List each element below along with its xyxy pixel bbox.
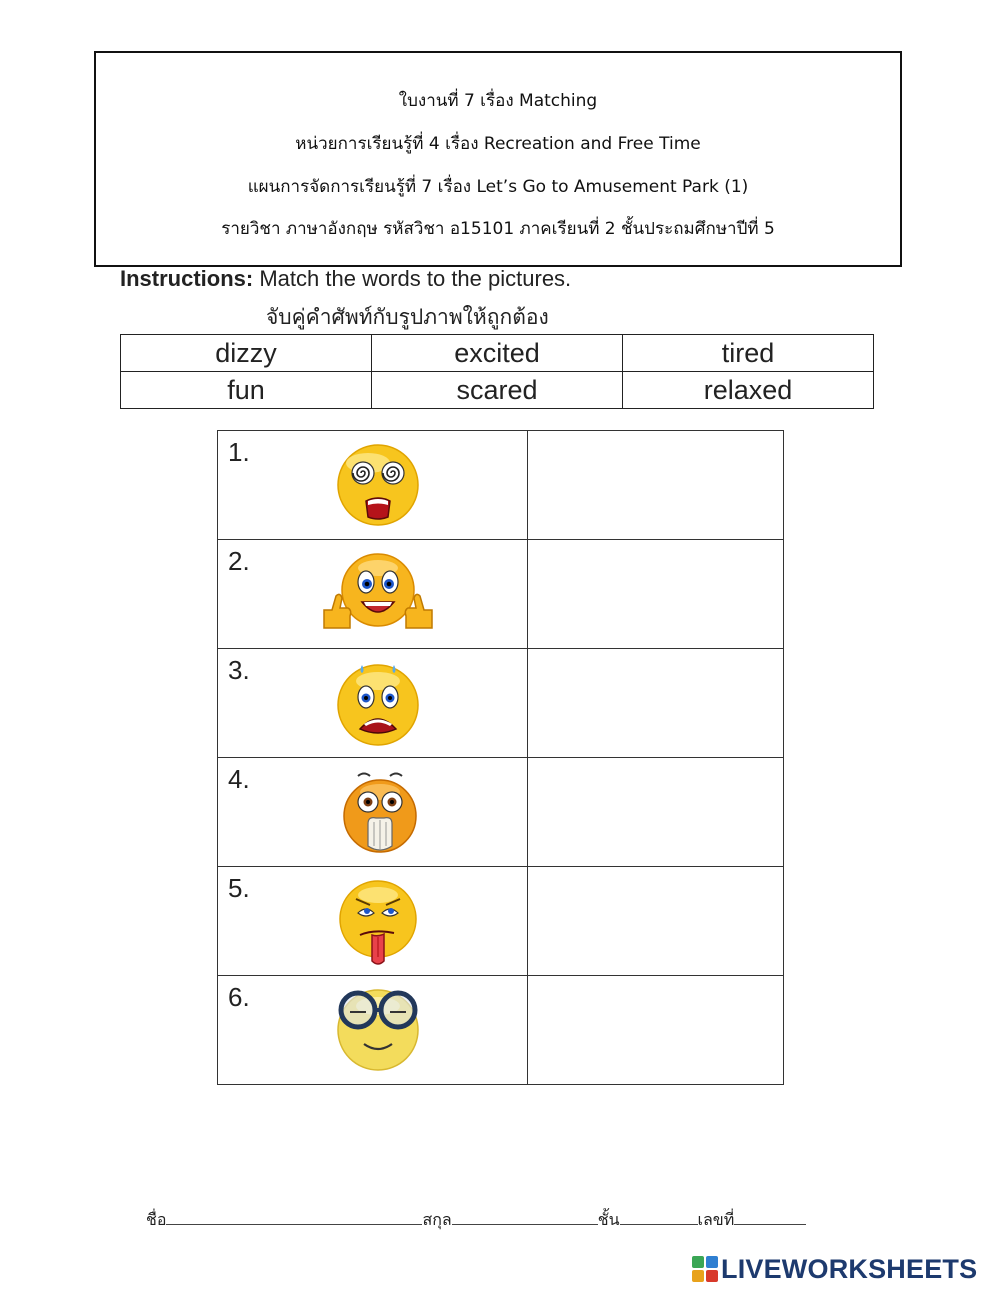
instructions-thai: จับคู่คำศัพท์กับรูปภาพให้ถูกต้อง (266, 305, 549, 329)
surprised-hand-face-icon (318, 762, 438, 862)
scared-face-icon (318, 653, 438, 753)
thumbs-up-face-icon (318, 544, 438, 644)
word-option[interactable]: relaxed (623, 372, 874, 409)
student-info-line (146, 1207, 806, 1233)
matching-row (218, 540, 784, 649)
tired-tongue-face-icon (318, 871, 438, 971)
class-label: ชั้น (597, 1210, 620, 1229)
answer-cell[interactable] (528, 758, 784, 867)
course-info: รายวิชา ภาษาอังกฤษ รหัสวิชา อ15101 ภาคเรียนที่ 2 ชั้นประถมศึกษาปีที่ 5 (221, 219, 775, 239)
number-label: เลขที่ (697, 1210, 735, 1229)
word-option[interactable]: scared (372, 372, 623, 409)
name-label: ชื่อ (146, 1210, 167, 1229)
picture-cell (218, 649, 528, 758)
surname-field[interactable] (452, 1207, 598, 1225)
worksheet-header-box (94, 51, 902, 267)
word-bank-row (121, 372, 874, 409)
picture-cell (218, 431, 528, 540)
instructions-text: Match the words to the pictures. (253, 266, 572, 291)
relaxed-glasses-face-icon (318, 980, 438, 1080)
surname-label: สกุล (422, 1210, 452, 1229)
matching-table (217, 430, 784, 1085)
matching-row (218, 431, 784, 540)
matching-row (218, 649, 784, 758)
item-number: 6. (228, 982, 250, 1012)
lesson-plan: แผนการจัดการเรียนรู้ที่ 7 เรื่อง Let’s Go to Amusement Park (1) (247, 177, 749, 197)
liveworksheets-logo[interactable] (692, 1252, 977, 1286)
worksheet-title: ใบงานที่ 7 เรื่อง Matching (398, 91, 598, 111)
dizzy-face-icon (318, 435, 438, 535)
instructions-label: Instructions: (120, 266, 254, 291)
name-field[interactable] (166, 1207, 422, 1225)
matching-row (218, 976, 784, 1085)
class-field[interactable] (620, 1207, 698, 1225)
answer-cell[interactable] (528, 649, 784, 758)
liveworksheets-logo-icon (692, 1256, 718, 1282)
answer-cell[interactable] (528, 431, 784, 540)
picture-cell (218, 867, 528, 976)
matching-row (218, 867, 784, 976)
matching-row (218, 758, 784, 867)
logo-text: LIVEWORKSHEETS (721, 1253, 978, 1284)
item-number: 2. (228, 546, 250, 576)
item-number: 4. (228, 764, 250, 794)
item-number: 3. (228, 655, 250, 685)
word-option[interactable]: fun (121, 372, 372, 409)
instructions (120, 266, 571, 292)
answer-cell[interactable] (528, 540, 784, 649)
item-number: 1. (228, 437, 250, 467)
answer-cell[interactable] (528, 867, 784, 976)
word-bank-row (121, 335, 874, 372)
word-option[interactable]: dizzy (121, 335, 372, 372)
learning-unit: หน่วยการเรียนรู้ที่ 4 เรื่อง Recreation and Free Time (295, 134, 701, 154)
word-option[interactable]: excited (372, 335, 623, 372)
answer-cell[interactable] (528, 976, 784, 1085)
word-bank (120, 334, 874, 409)
picture-cell (218, 758, 528, 867)
word-option[interactable]: tired (623, 335, 874, 372)
student-number-field[interactable] (734, 1207, 806, 1225)
picture-cell (218, 540, 528, 649)
item-number: 5. (228, 873, 250, 903)
picture-cell (218, 976, 528, 1085)
